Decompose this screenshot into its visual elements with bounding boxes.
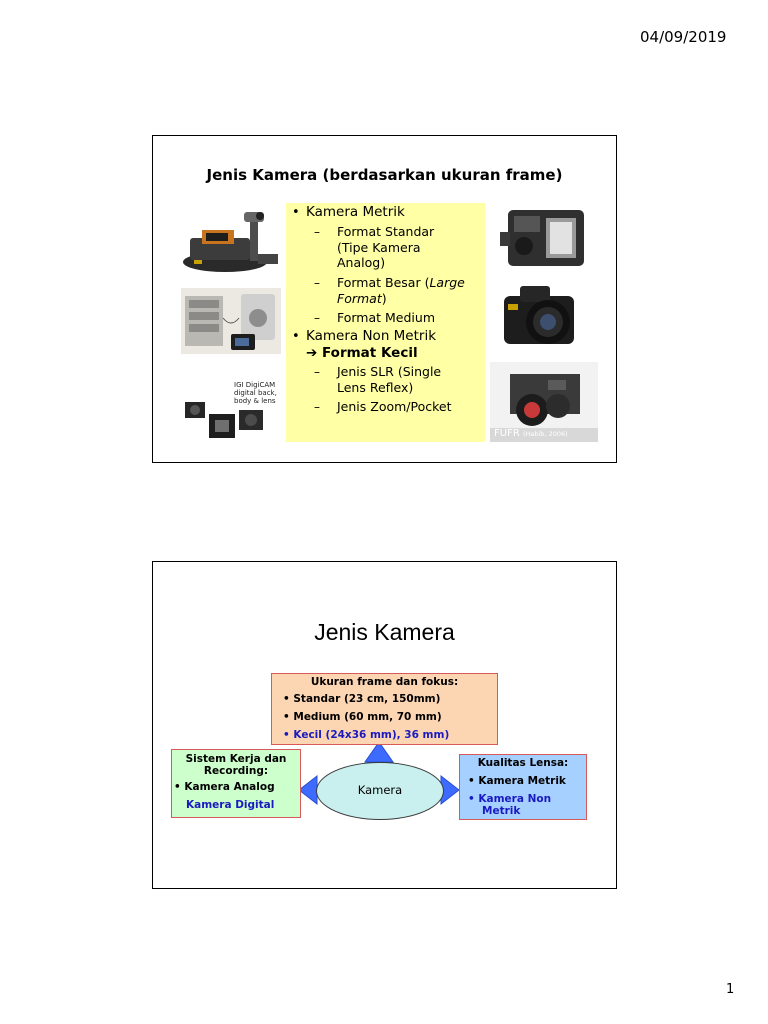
bullet-dot: • xyxy=(292,205,300,220)
sub-bullet-jenis-slr-line2: Lens Reflex) xyxy=(337,380,414,395)
bullet-dash: – xyxy=(314,311,320,325)
slr-camera-photo xyxy=(498,278,590,354)
sub-bullet-format-besar-line2: Format) xyxy=(337,291,387,306)
bullet-kamera-non-metrik: Kamera Non Metrik xyxy=(306,328,437,344)
slide-1 xyxy=(152,135,617,463)
sub-bullet-format-standar-line3: Analog) xyxy=(337,255,386,270)
bullet-format-kecil: ➔ Format Kecil xyxy=(306,345,418,361)
metric-camera-equipment-photo xyxy=(181,288,281,354)
sub-bullet-format-besar: Format Besar (Large xyxy=(337,275,465,290)
frame-size-heading: Ukuran frame dan fokus: xyxy=(310,676,459,688)
lens-quality-item-highlight: • Kamera Non xyxy=(468,793,552,805)
lens-quality-item-highlight-line2: Metrik xyxy=(482,805,521,817)
recording-system-item: • Kamera Analog xyxy=(174,781,275,793)
frame-size-box xyxy=(271,673,498,745)
recording-system-item-highlight: Kamera Digital xyxy=(186,799,275,811)
recording-system-box xyxy=(171,749,301,818)
page-number: 1 xyxy=(726,982,735,997)
slide-2-title: Jenis Kamera xyxy=(314,619,455,645)
bullet-dash: – xyxy=(314,400,320,414)
recording-system-heading: Sistem Kerja dan xyxy=(185,753,287,765)
bullet-dot: • xyxy=(292,329,300,344)
sub-bullet-jenis-slr: Jenis SLR (Single xyxy=(337,364,442,379)
frame-size-item: • Medium (60 mm, 70 mm) xyxy=(283,711,442,723)
lens-quality-box xyxy=(459,754,587,820)
digital-camera-parts-photo xyxy=(181,388,281,448)
bullet-kamera-metrik: Kamera Metrik xyxy=(306,204,405,220)
sub-bullet-format-standar-line2: (Tipe Kamera xyxy=(337,240,421,255)
page-date: 04/09/2019 xyxy=(640,28,727,46)
bullet-panel xyxy=(286,203,485,442)
camera-ellipse-label: Kamera xyxy=(357,783,403,797)
bullet-list xyxy=(286,203,485,442)
sub-bullet-format-standar: Format Standar xyxy=(337,224,435,239)
sub-bullet-format-medium: Format Medium xyxy=(337,310,436,325)
camera-ellipse xyxy=(316,762,444,820)
photo-caption: IGI DigiCAM digital back, body & lens xyxy=(234,381,277,405)
frame-size-item: • Standar (23 cm, 150mm) xyxy=(283,693,441,705)
bullet-dash: – xyxy=(314,365,320,379)
frame-size-item-highlight: • Kecil (24x36 mm), 36 mm) xyxy=(283,729,450,741)
bullet-dash: – xyxy=(314,225,320,239)
bullet-dash: – xyxy=(314,276,320,290)
photo-credit: FUFR (Habib, 2006) xyxy=(494,428,568,439)
sub-bullet-jenis-zoom: Jenis Zoom/Pocket xyxy=(337,399,452,414)
slide-1-title: Jenis Kamera (berdasarkan ukuran frame) xyxy=(206,166,563,184)
compact-digital-camera-photo xyxy=(498,204,590,274)
recording-system-heading-line2: Recording: xyxy=(203,765,269,777)
slide-2 xyxy=(152,561,617,889)
metric-camera-photo xyxy=(180,206,283,276)
lens-quality-item: • Kamera Metrik xyxy=(468,775,566,787)
lens-quality-heading: Kualitas Lensa: xyxy=(477,757,569,769)
